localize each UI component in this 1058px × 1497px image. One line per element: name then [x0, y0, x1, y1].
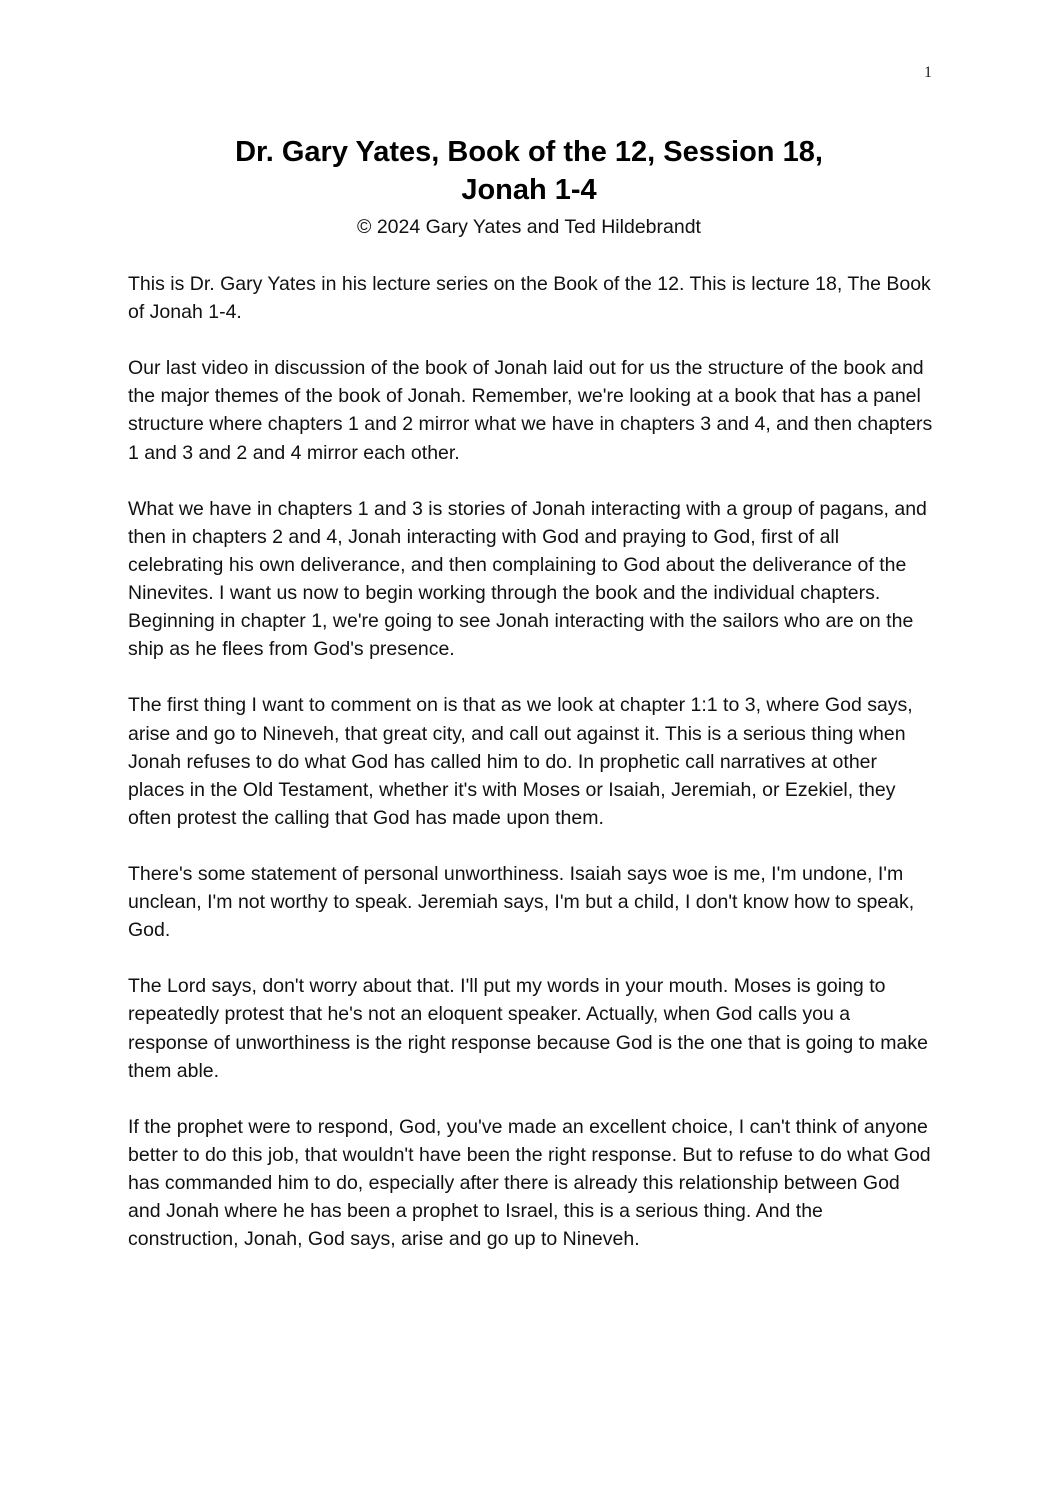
paragraph: The first thing I want to comment on is that as we look at chapter 1:1 to 3, where God says, arise and go to Nineveh, that great city, and call out against it. This is a serious thing when Jonah refuses to do what God has called him to do. In prophetic call narratives at other places in the Old Testament, whether it's with Moses or Isaiah, Jeremiah, or Ezekiel, they often protest the calling that God has made upon them.	[128, 694, 913, 829]
paragraph: There's some statement of personal unworthiness. Isaiah says woe is me, I'm undone, I'm unclean, I'm not worthy to speak. Jeremiah says, I'm but a child, I don't know how to speak, God.	[128, 862, 915, 942]
paragraph: Our last video in discussion of the book of Jonah laid out for us the structure of the book and the major themes of the book of Jonah. Remember, we're looking at a book that has a panel structure where chapters 1 and 2 mirror what we have in chapters 3 and 4, and then chapters 1 and 3 and 2 and 4 mirror each other.	[128, 357, 933, 464]
paragraph: The Lord says, don't worry about that. I'll put my words in your mouth. Moses is going to repeatedly protest that he's not an eloquent speaker. Actually, when God calls you a response of unworthiness is the right response because God is the one that is going to make them able.	[128, 975, 928, 1082]
title-line-1: Dr. Gary Yates, Book of the 12, Session 18,	[235, 136, 823, 168]
title-line-2: Jonah 1-4	[461, 174, 597, 206]
paragraph: What we have in chapters 1 and 3 is stories of Jonah interacting with a group of pagans, and then in chapters 2 and 4, Jonah interacting with God and praying to God, first of all celebrating his own deliverance, and then complaining to God about the deliverance of the Ninevites. I want us now to begin working through the book and the individual chapters. Beginning in chapter 1, we're going to see Jonah interacting with the sailors who are on the ship as he flees from God's presence.	[128, 497, 927, 661]
page-number: 1	[924, 64, 932, 81]
transcript-body	[128, 270, 934, 1281]
paragraph: If the prophet were to respond, God, you've made an excellent choice, I can't think of anyone better to do this job, that wouldn't have been the right response. But to refuse to do what God has commanded him to do, especially after there is already this relationship between God and Jonah where he has been a prophet to Israel, this is a serious thing. And the construction, Jonah, God says, arise and go up to Nineveh.	[128, 1115, 931, 1251]
copyright-line: © 2024 Gary Yates and Ted Hildebrandt	[357, 216, 701, 238]
document-title	[0, 133, 1058, 209]
paragraph: This is Dr. Gary Yates in his lecture series on the Book of the 12. This is lecture 18, The Book of Jonah 1-4.	[128, 273, 931, 324]
